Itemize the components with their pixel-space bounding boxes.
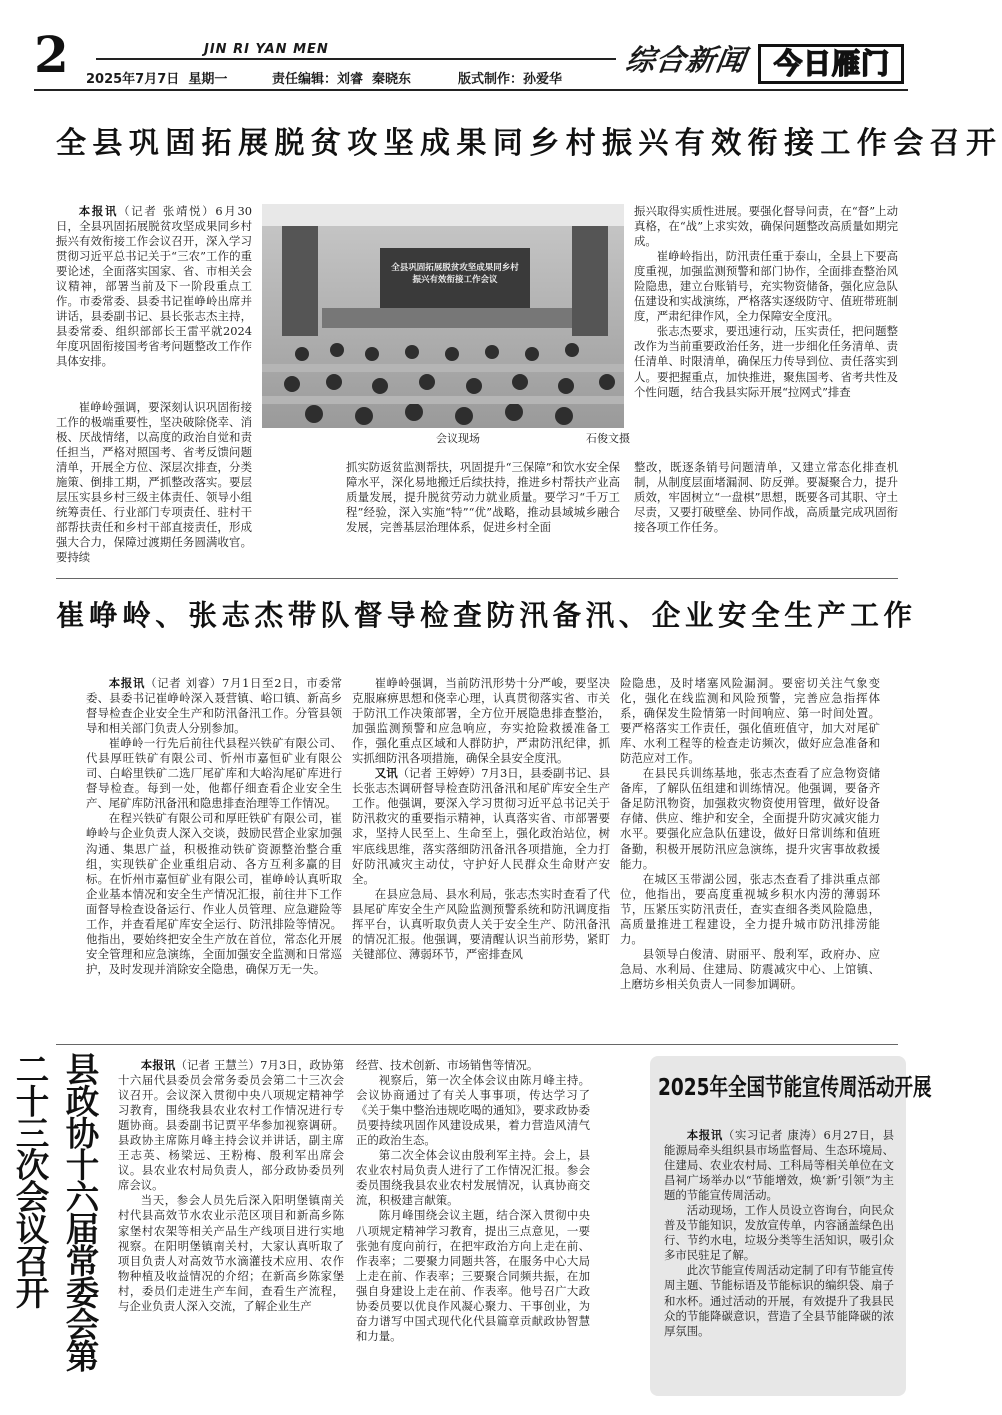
article1-column3b <box>634 460 898 566</box>
article2-text-c: 在程兴铁矿有限公司和厚旺铁矿有限公司，崔峥岭与企业负责人深入交谈，鼓励民营企业家加强沟通、集思广益，积极推动铁矿资源整治整合重组，实现铁矿企业重组启动、各方互利多赢的目标。在忻州市嘉恒矿业有限公司，崔峥岭认真听取企业基本情况和安全生产情况汇报，前往井下工作面督导检查设备运行、作业人员管理、应急避险等工作，并查看尾矿库安全运行、防汛排险等情况。他指出，要始终把安全生产放在首位，常态化开展安全管理和应急演练，全面加强安全监测和日常巡护，及时发现并消除安全隐患，确保万无一失。 <box>86 811 342 976</box>
article3-text-d: 视察后，第一次全体会议由陈月峰主持。会议协商通过了有关人事事项，传达学习了《关于集中整治违规吃喝的通知》，要求政协委员要持续巩固作风建设成果，着力营造风清气正的政治生态。 <box>356 1073 590 1148</box>
article1-column1c <box>56 460 346 566</box>
brand-name: 今日雁门 <box>773 47 890 80</box>
issue-date: 2025年7月7日 星期一 <box>86 72 228 87</box>
masthead-pinyin-underline <box>96 58 616 60</box>
article1-headline: 全县巩固拓展脱贫攻坚成果同乡村振兴有效衔接工作会召开 <box>56 126 1002 161</box>
lead-tag: 本报讯 <box>140 1058 176 1072</box>
article2-text-f: 在县应急局、县水利局，张志杰实时查看了代县尾矿库安全生产风险监测预警系统和防汛调度指挥平台，认真听取负责人关于安全生产、防汛备汛的情况汇报。他强调，要清醒认识当前形势，紧盯关键部位、薄弱环节，严密排查风 <box>352 886 610 961</box>
divider-2 <box>56 1044 898 1045</box>
article3-text-b: 当天，参会人员先后深入阳明堡镇南关村代县高效节水农业示范区项目和新高乡陈家堡村农架等相关产品生产线项目进行实地视察。在阳明堡镇南关村，大家认真听取了项目负责人对高效节水滴灌技术应用、农作物种植及收益情况的介绍；在新高乡陈家堡村，委员们走进生产车间，查看生产流程，与企业负责人深入交流，了解企业生产 <box>118 1193 344 1313</box>
article2-text-b: 崔峥岭一行先后前往代县程兴铁矿有限公司、代县厚旺铁矿有限公司、忻州市嘉恒矿业有限公司、白峪里铁矿二选厂尾矿库和大峪沟尾矿库进行督导检查。每到一处，他都仔细查看企业安全生产、尾矿库防汛备汛和隐患排查治理等工作情况。 <box>86 736 342 811</box>
article1-column1 <box>56 204 252 400</box>
article2-headline: 崔峥岭、张志杰带队督导检查防汛备汛、企业安全生产工作 <box>56 599 917 632</box>
article2-text-e: 7月3日，县委副书记、县长张志杰调研督导检查防汛备汛和尾矿库安全生产工作。他强调，要深入学习贯彻习近平总书记关于防汛救灾的重要指示精神，认真落实省、市部署要求，坚持人民至上、生命至上，强化政治站位，树牢底线思维，落实落细防汛备汛各项措施，全力打好防汛减灾主动仗，守护好人民群众生命财产安全。 <box>352 766 610 886</box>
article3-text-e: 第二次全体会议由殷利军主持。会上，县农业农村局负责人进行了工作情况汇报。参会委员围绕我县农业农村发展情况，认真协商交流，积极建言献策。 <box>356 1148 590 1208</box>
page-number: 2 <box>34 25 69 84</box>
photo-caption: 会议现场 <box>436 432 480 445</box>
meeting-photo <box>262 204 624 428</box>
meeting-photo-drawing <box>262 204 624 428</box>
article4-text-b: 活动现场，工作人员设立咨询台，向民众普及节能知识，发放宣传单，内容涵盖绿色出行、节约水电，垃圾分类等生活知识，吸引众多市民驻足了解。 <box>664 1203 894 1263</box>
article2-text-h: 在县民兵训练基地，张志杰查看了应急物资储备库，了解队伍组建和训练情况。他强调，要备齐备足防汛物资，加强救灾物资使用管理，做好设备存储、供应、维护和安全，全面提升防灾减灾能力水平。要强化应急队伍建设，做好日常训练和值班备勤，积极开展防汛应急演练，提升灾害事故救援能力。 <box>620 766 880 871</box>
layout-editor: 版式制作：孙爱华 <box>458 72 563 87</box>
article1-text-b: 崔峥岭强调，要深刻认识巩固衔接工作的极端重要性，坚决破除侥幸、消极、厌战情绪，以高度的政治自觉和责任担当，严格对照国考、省考反馈问题清单，开展全方位、深层次排查，分类施策、倒排工期，严抓整改落实。要层层压实县乡村三级主体责任、领导小组统筹责任、行业部门专项责任、驻村干部帮扶责任和乡村干部直接责任，形成强大合力，保障过渡期任务圆满收官。要持续 <box>56 400 252 565</box>
article2-text-i: 在城区玉带湖公园，张志杰查看了排洪重点部位，他指出，要高度重视城乡积水内涝的薄弱环节，压紧压实防汛责任，查实查细各类风险隐患，高质量推进工程建设，全力提升城市防汛排涝能力。 <box>620 871 880 946</box>
article1-text-a: 6月30日，全县巩固拓展脱贫攻坚成果同乡村振兴有效衔接工作会议召开，深入学习贯彻习近平总书记关于“三农”工作的重要论述，全面落实国家、省、市相关会议精神，部署当前及下一阶段重点工作。市委常委、县委书记崔峥岭出席并讲话，县委副书记、县长张志杰主持，县委常委、组织部部长王雷平就2024年度巩固衔接国考省考问题整改工作作具体安排。 <box>56 204 252 369</box>
lead-tag: 本报讯 <box>78 204 119 218</box>
article3-column1 <box>118 1058 344 1394</box>
article2-text-g: 险隐患，及时堵塞风险漏洞。要密切关注气象变化，强化在线监测和风险预警，完善应急指挥体系，确保发生险情第一时间响应、第一时间处置。要严格落实工作责任，强化值班值守，加大对尾矿库、水利工程等的检查走访频次，做好应急准备和防范应对工作。 <box>620 676 880 766</box>
article3-text-a: 7月3日，政协第十六届代县委员会常务委员会第二十三次会议召开。会议深入贯彻中央八项规定精神学习教育，围绕我县农业农村工作情况进行专题协商。县委副书记贾平华参加视察调研。县政协主席陈月峰主持会议并讲话，副主席王志英、杨梁远、王粉梅、殷利军出席会议。县农业农村局负责人，部分政协委员列席会议。 <box>118 1058 344 1193</box>
article2-column2 <box>352 676 610 1036</box>
byline: （实习记者 康涛） <box>722 1128 824 1142</box>
article1-text-d: 振兴取得实质性进展。要强化督导问责，在“督”上动真格，在“战”上求实效，确保问题整改高质量如期完成。 <box>634 204 898 249</box>
masthead-pinyin: JIN RI YAN MEN <box>204 42 329 57</box>
responsible-editors: 责任编辑：刘睿 秦晓东 <box>272 72 412 87</box>
article3-vertical-headline: 县政协十六届常委会第二十三次会议召开 <box>10 1052 99 1372</box>
byline: （记者 张靖悦） <box>118 204 216 218</box>
article3-text-c: 经营、技术创新、市场销售等情况。 <box>356 1058 539 1072</box>
article4-text-a: 6月27日，县能源局牵头组织县市场监督局、生态环境局、住建局、农业农村局、工科局等相关单位在文昌祠广场举办以“节能增效，焕‘新’引领”为主题的节能宣传周活动。 <box>664 1128 894 1203</box>
article1-column3 <box>634 204 898 460</box>
article2-column1 <box>86 676 342 1036</box>
lead-tag: 又讯 <box>374 766 398 781</box>
article1-text-e: 崔峥岭指出，防汛责任重于泰山，全县上下要高度重视，加强监测预警和部门协作，全面排查整治风险隐患，建立台账销号，充实物资储备，强化应急队伍建设和实战演练，严格落实逐级防守、值班带班制度，严肃纪律作风，全力保障安全度汛。 <box>634 249 898 324</box>
article2-column3 <box>620 676 880 1036</box>
article2-text-d: 崔峥岭强调，当前防汛形势十分严峻，要坚决克服麻痹思想和侥幸心理，认真贯彻落实省、市关于防汛工作决策部署，全方位开展隐患排查整治，加强监测预警和应急响应，夯实抢险救援准备工作，强化重点区域和人群防护，严肃防汛纪律，抓实抓细防汛各项措施，确保全县安全度汛。 <box>352 676 610 766</box>
byline: （记者 王慧兰） <box>175 1058 261 1072</box>
article1-text-c: 抓实防返贫监测帮扶，巩固提升“三保障”和饮水安全保障水平，深化易地搬迁后续扶持，推进乡村帮扶产业高质量发展，提升脱贫劳动力就业质量。要学习“千万工程”经验，深入实施“特”“优”战略，推动县域城乡融合发展，完善基层治理体系，促进乡村全面 <box>346 460 620 535</box>
article2-text-j: 县领导白俊清、尉丽平、殷利军，政府办、应急局、水利局、住建局、防震减灾中心、上馆镇、上磨坊乡相关负责人一同参加调研。 <box>620 946 880 991</box>
article3-text-f: 陈月峰围绕会议主题，结合深入贯彻中央八项规定精神学习教育，提出三点意见，一要张弛有度向前行，在把牢政治方向上走在前、作表率；二要聚力同题共答，在服务中心大局上走在前、作表率；三要聚合同频共振，在加强自身建设上走在前、作表率。他号召广大政协委员要以优良作风凝心聚力、干事创业，为奋力谱写中国式现代化代县篇章贡献政协智慧和力量。 <box>356 1208 590 1343</box>
divider-1 <box>56 578 898 579</box>
article1-column2 <box>346 460 620 566</box>
article2-text-a: 7月1日至2日，市委常委、县委书记崔峥岭深入聂营镇、峪口镇、新高乡督导检查企业安全生产和防汛备汛工作。分管县领导和相关部门负责人分别参加。 <box>86 676 342 736</box>
masthead-rule <box>34 89 908 91</box>
lead-tag: 本报讯 <box>686 1128 723 1142</box>
photo-credit: 石俊文摄 <box>586 432 630 445</box>
article3-column2 <box>356 1058 590 1394</box>
byline: （记者 王婷婷） <box>397 766 482 781</box>
article4-headline: 2025年全国节能宣传周活动开展 <box>658 1075 932 1102</box>
article1-text-g: 整改，既逐条销号问题清单，又建立常态化排查机制，从制度层面堵漏洞、防反弹。要凝聚合力，提升质效，牢固树立“一盘棋”思想，既要各司其职、守土尽责，又要打破壁垒、协同作战，高质量完成巩固衔接各项工作任务。 <box>634 460 898 535</box>
byline: （记者 刘睿） <box>145 676 223 690</box>
photo-banner-text: 全县巩固拓展脱贫攻坚成果同乡村振兴有效衔接工作会议 <box>391 263 519 285</box>
lead-tag: 本报讯 <box>108 676 146 690</box>
article4-text-c: 此次节能宣传周活动定制了印有节能宣传周主题、节能标语及节能标识的编织袋、扇子和水杯。通过活动的开展，有效提升了我县民众的节能降碳意识，营造了全县节能降碳的浓厚氛围。 <box>664 1263 894 1338</box>
article1-column1b <box>56 400 252 565</box>
section-calligraphy-title: 综合新闻 <box>623 43 749 77</box>
article1-text-f: 张志杰要求，要迅速行动，压实责任，把问题整改作为当前重要政治任务，进一步细化任务清单、责任清单、时限清单，确保压力传导到位、责任落实到人。要把握重点，加快推进，聚焦国考、省考共性及个性问题，结合我县实际开展“拉网式”排查 <box>634 324 898 399</box>
article4-body <box>664 1128 894 1390</box>
